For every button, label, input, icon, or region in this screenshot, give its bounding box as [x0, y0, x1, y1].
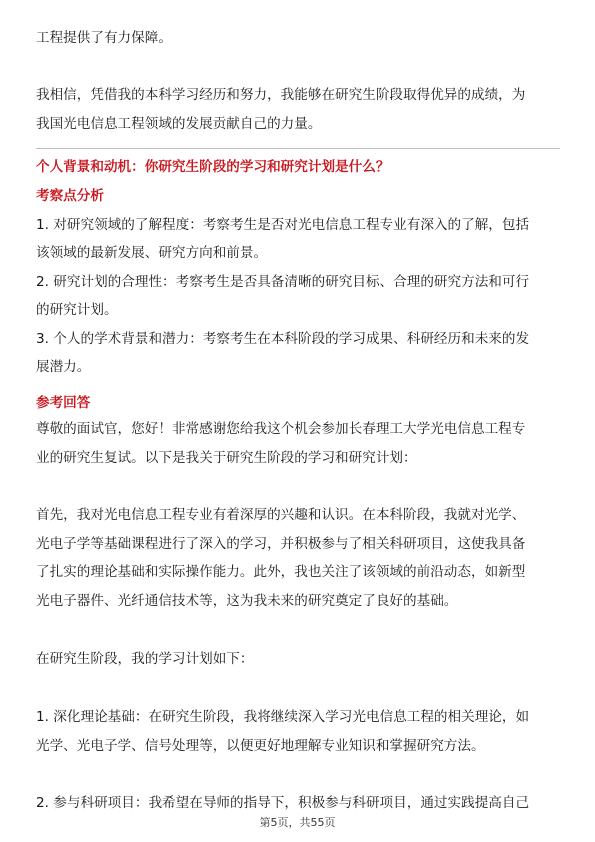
- analysis-item-line: 展潜力。: [36, 359, 91, 375]
- paragraph-line: 我相信，凭借我的本科学习经历和努力，我能够在研究生阶段取得优异的成绩，为: [36, 87, 526, 103]
- analysis-item-line: 的研究计划。: [36, 302, 118, 318]
- answer-line: 1. 深化理论基础：在研究生阶段，我将继续深入学习光电信息工程的相关理论，如: [36, 709, 530, 725]
- analysis-item-line: 2. 研究计划的合理性：考察考生是否具备清晰的研究目标、合理的研究方法和可行: [36, 274, 530, 290]
- analysis-heading: 考察点分析: [36, 188, 104, 204]
- page-number: 第5页，共55页: [259, 816, 336, 829]
- paragraph-line: 工程提供了有力保障。: [36, 30, 172, 46]
- question-heading: 个人背景和动机：你研究生阶段的学习和研究计划是什么？: [36, 159, 390, 175]
- answer-line: 光学、光电子学、信号处理等，以便更好地理解专业知识和掌握研究方法。: [36, 738, 485, 754]
- answer-heading: 参考回答: [36, 395, 91, 411]
- analysis-item-line: 该领域的最新发展、研究方向和前景。: [36, 245, 268, 261]
- paragraph-line: 我国光电信息工程领域的发展贡献自己的力量。: [36, 116, 322, 132]
- answer-line: 2. 参与科研项目：我希望在导师的指导下，积极参与科研项目，通过实践提高自己: [36, 795, 530, 811]
- answer-line: 首先，我对光电信息工程专业有着深厚的兴趣和认识。在本科阶段，我就对光学、: [36, 507, 526, 523]
- answer-line: 了扎实的理论基础和实际操作能力。此外，我也关注了该领域的前沿动态，如新型: [36, 564, 526, 580]
- answer-line: 在研究生阶段，我的学习计划如下：: [36, 651, 254, 667]
- section-divider: [36, 148, 560, 149]
- answer-line: 光电子器件、光纤通信技术等，这为我未来的研究奠定了良好的基础。: [36, 593, 458, 609]
- answer-line: 业的研究生复试。以下是我关于研究生阶段的学习和研究计划：: [36, 450, 417, 466]
- answer-line: 光电子学等基础课程进行了深入的学习，并积极参与了相关科研项目，这使我具备: [36, 536, 526, 552]
- analysis-item-line: 1. 对研究领域的了解程度：考察考生是否对光电信息工程专业有深入的了解，包括: [36, 217, 530, 233]
- analysis-item-line: 3. 个人的学术背景和潜力：考察考生在本科阶段的学习成果、科研经历和未来的发: [36, 331, 530, 347]
- answer-line: 尊敬的面试官，您好！非常感谢您给我这个机会参加长春理工大学光电信息工程专: [36, 421, 526, 437]
